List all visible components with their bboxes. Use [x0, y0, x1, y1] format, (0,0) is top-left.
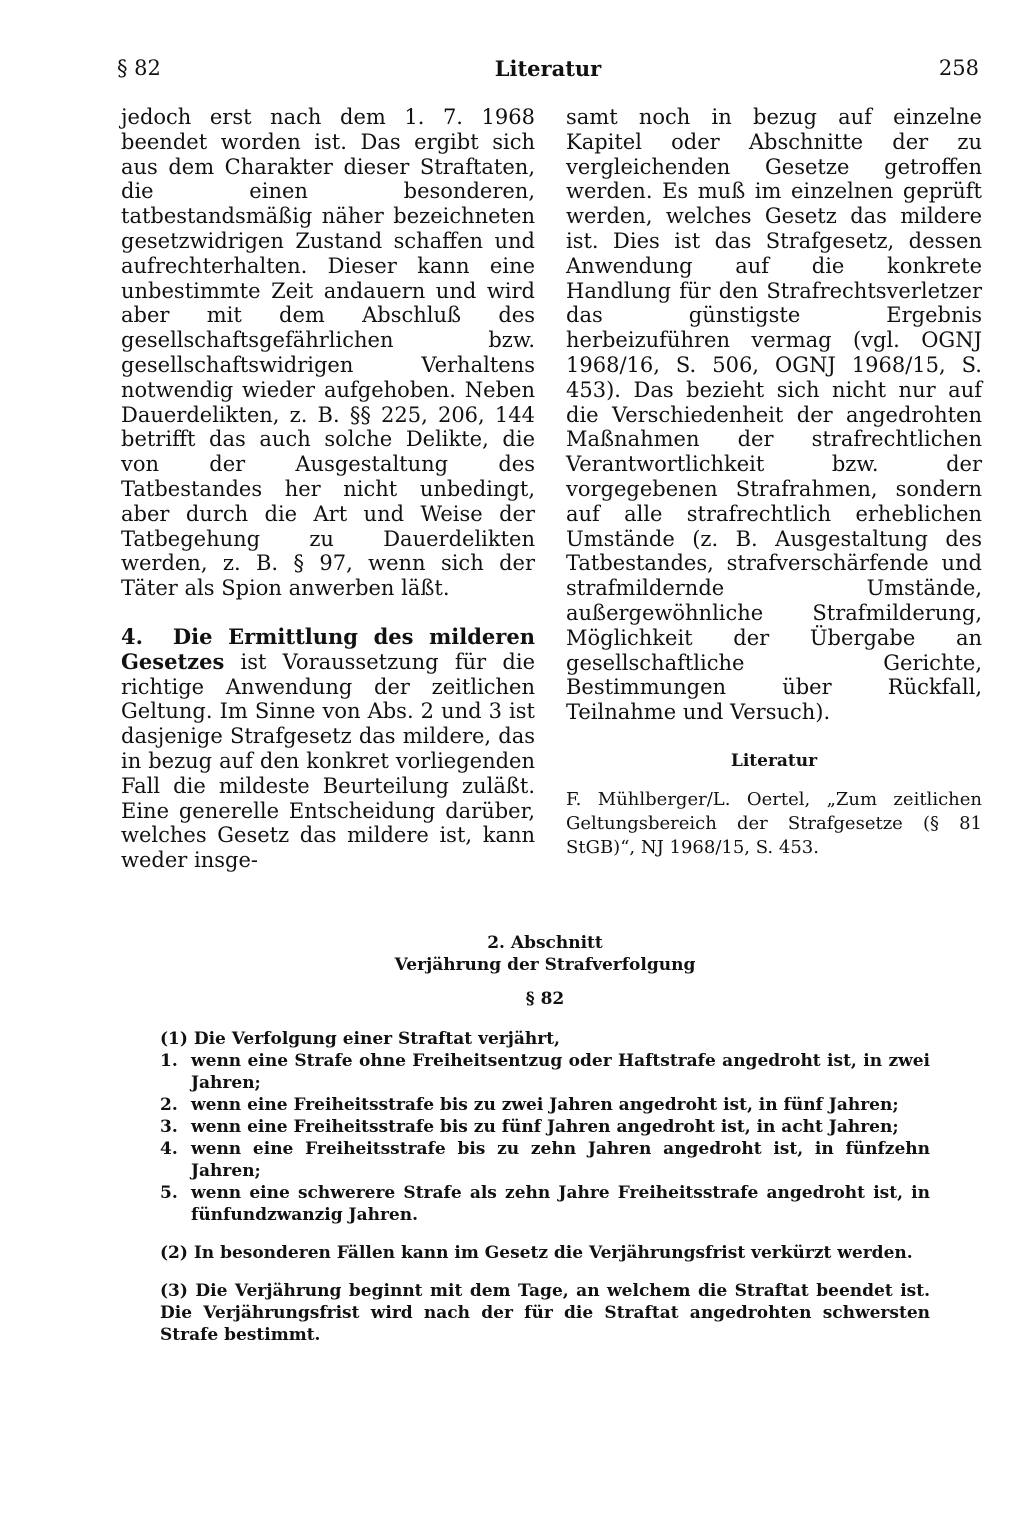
header-title: Literatur — [494, 56, 602, 81]
abs3: (3) Die Verjährung beginnt mit dem Tage, an welchem die Straftat beendet ist. Die Verjährungsfrist wird nach der für die Straftat angedrohten schwersten Strafe bestimmt. — [160, 1281, 930, 1345]
right-column — [566, 105, 982, 860]
header-section: § 82 — [117, 56, 161, 80]
list-item-text: wenn eine Freiheitsstrafe bis zu zehn Jahren angedroht ist, in fünfzehn Jahren; — [191, 1139, 930, 1181]
list-item-text: wenn eine Strafe ohne Freiheitsentzug oder Haftstrafe angedroht ist, in zwei Jahren; — [191, 1051, 930, 1093]
chapter-label: 2. Abschnitt — [487, 933, 603, 953]
list-item-text: wenn eine Freiheitsstrafe bis zu zwei Jahren angedroht ist, in fünf Jahren; — [191, 1095, 899, 1115]
literature-entry: F. Mühlberger/L. Oertel, „Zum zeitlichen Geltungsbereich der Strafgesetze (§ 81 StGB)“, NJ 1968/15, S. 453. — [566, 788, 982, 858]
abs1-intro: (1) Die Verfolgung einer Straftat verjährt, — [160, 1029, 560, 1049]
list-item-number: 5. — [160, 1183, 178, 1203]
list-item-number: 3. — [160, 1117, 178, 1137]
list-item-number: 4. — [160, 1139, 178, 1159]
left-column — [121, 105, 535, 873]
list-item-text: wenn eine Freiheitsstrafe bis zu fünf Jahren angedroht ist, in acht Jahren; — [191, 1117, 899, 1137]
list-item — [160, 1138, 930, 1182]
page-number: 258 — [938, 56, 979, 80]
abs2: (2) In besonderen Fällen kann im Gesetz die Verjährungsfrist verkürzt werden. — [160, 1243, 913, 1263]
list-item-number: 1. — [160, 1051, 178, 1071]
literature-heading: Literatur — [730, 750, 818, 771]
paragraph-bold-lead: Die Ermittlung des milderen Gesetzes — [121, 623, 535, 674]
list-item — [160, 1050, 930, 1094]
list-item — [160, 1094, 930, 1116]
list-item — [160, 1182, 930, 1226]
paragraph-number: 4. — [121, 623, 143, 649]
paragraph-body: ist Voraussetzung für die richtige Anwendung der zeitlichen Geltung. Im Sinne von Abs. 2 und 3 ist dasjenige Strafgesetz das mildere, das in bezug auf den konkret vorliegenden Fall die mildeste Beurteilung zuläßt. Eine generelle Entscheidung darüber, welches Gesetz das mildere ist, kann weder insge- — [121, 649, 535, 873]
paragraph-label: § 82 — [525, 989, 565, 1009]
page-header — [117, 56, 979, 90]
list-item-text: wenn eine schwerere Strafe als zehn Jahre Freiheitsstrafe angedroht ist, in fünfundzwanzig Jahren. — [191, 1183, 930, 1225]
law-section — [160, 932, 930, 1346]
right-paragraph-1: samt noch in bezug auf einzelne Kapitel oder Abschnitte der zu vergleichenden Gesetze getroffen werden. Es muß im einzelnen geprüft werden, welches Gesetz das mildere ist. Dies ist das Strafgesetz, dessen Anwendung auf die konkrete Handlung für den Strafrechtsverletzer das günstigste Ergebnis herbeizuführen vermag (vgl. OGNJ 1968/16, S. 506, OGNJ 1968/15, S. 453). Das bezieht sich nicht nur auf die Verschiedenheit der angedrohten Maßnahmen der strafrechtlichen Verantwortlichkeit bzw. der vorgegebenen Strafrahmen, sondern auf alle strafrechtlich erheblichen Umstände (z. B. Ausgestaltung des Tatbestandes, strafverschärfende und strafmildernde Umstände, außergewöhnliche Strafmilderung, Möglichkeit der Übergabe an gesellschaftliche Gerichte, Bestimmungen über Rückfall, Teilnahme und Versuch). — [566, 105, 982, 725]
list-item-number: 2. — [160, 1095, 178, 1115]
left-paragraph-2 — [121, 625, 535, 873]
chapter-title: Verjährung der Strafverfolgung — [394, 955, 696, 975]
list-item — [160, 1116, 930, 1138]
left-paragraph-1: jedoch erst nach dem 1. 7. 1968 beendet worden ist. Das ergibt sich aus dem Charakter dieser Straftaten, die einen besonderen, tatbestandsmäßig näher bezeichneten gesetzwidrigen Zustand schaffen und aufrechterhalten. Dieser kann eine unbestimmte Zeit andauern und wird aber mit dem Abschluß des gesellschaftsgefährlichen bzw. gesellschaftswidrigen Verhaltens notwendig wieder aufgehoben. Neben Dauerdelikten, z. B. §§ 225, 206, 144 betrifft das auch solche Delikte, die von der Ausgestaltung des Tatbestandes her nicht unbedingt, aber durch die Art und Weise der Tatbegehung zu Dauerdelikten werden, z. B. § 97, wenn sich der Täter als Spion anwerben läßt. — [121, 105, 535, 601]
